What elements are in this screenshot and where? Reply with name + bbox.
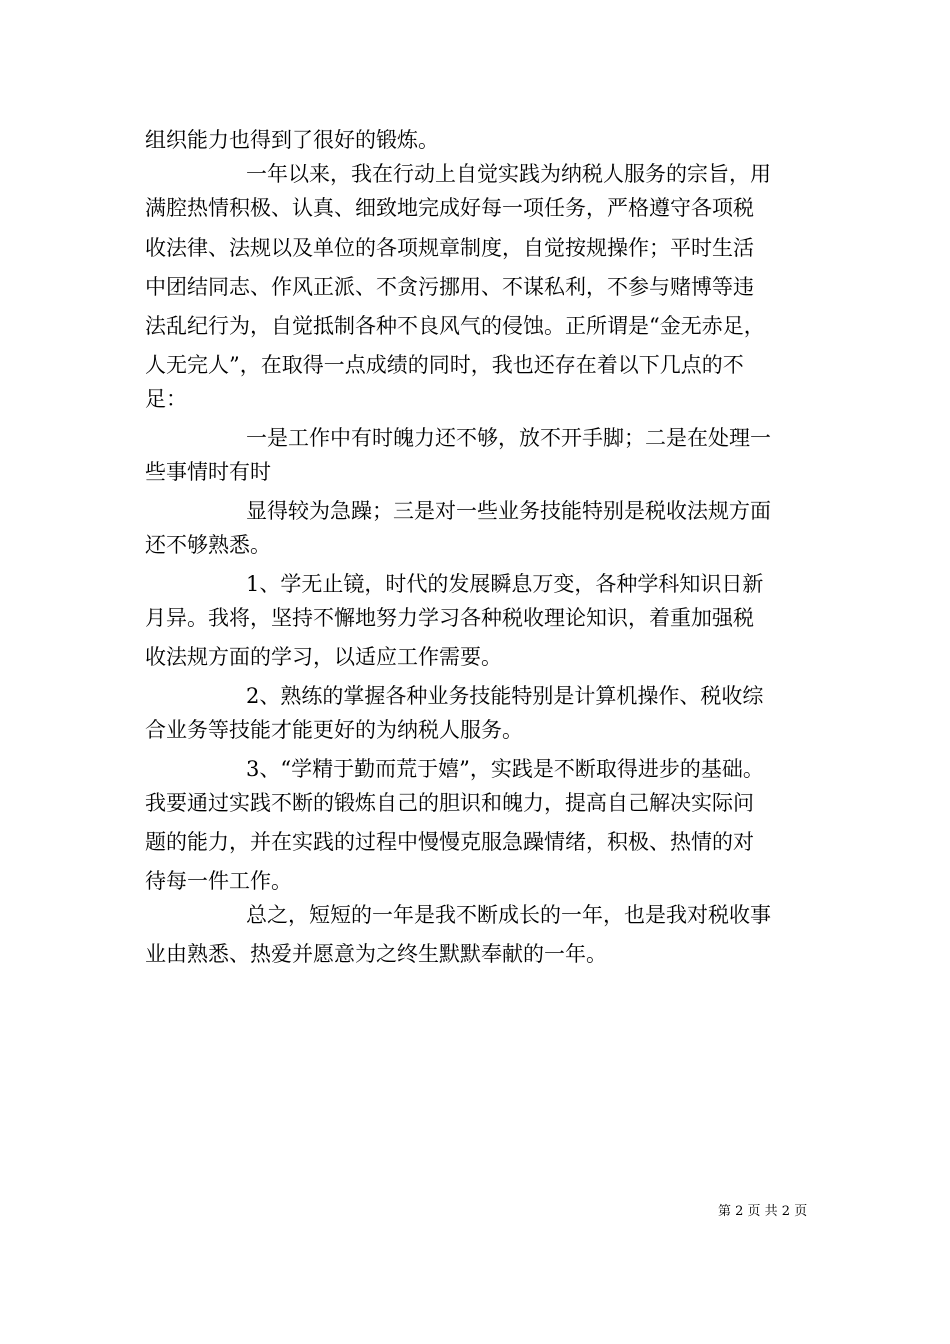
text-line: 还不够熟悉。 (145, 533, 271, 557)
text-line: 一是工作中有时魄力还不够，放不开手脚；二是在处理一 (246, 426, 771, 450)
page-number-footer: 第 2 页 共 2 页 (718, 1204, 808, 1219)
text-line: 月异。我将，坚持不懈地努力学习各种税收理论知识，着重加强税 (145, 606, 754, 630)
text-line: 一年以来，我在行动上自觉实践为纳税人服务的宗旨，用 (246, 162, 771, 186)
text-line: 人无完人”，在取得一点成绩的同时，我也还存在着以下几点的不 (145, 353, 744, 377)
text-line: 1、学无止镜，时代的发展瞬息万变，各种学科知识日新 (246, 572, 764, 596)
text-line: 2、熟练的掌握各种业务技能特别是计算机操作、税收综 (246, 684, 764, 708)
text-line: 我要通过实践不断的锻炼自己的胆识和魄力，提高自己解决实际问 (145, 791, 754, 815)
text-line: 合业务等技能才能更好的为纳税人服务。 (145, 718, 523, 742)
text-line: 3、“学精于勤而荒于嬉”，实践是不断取得进步的基础。 (246, 757, 764, 781)
text-line: 法乱纪行为，自觉抵制各种不良风气的侵蚀。正所谓是“金无赤足， (145, 314, 765, 338)
text-line: 收法规方面的学习，以适应工作需要。 (145, 645, 502, 669)
text-line: 收法律、法规以及单位的各项规章制度，自觉按规操作；平时生活 (145, 236, 754, 260)
text-line: 业由熟悉、热爱并愿意为之终生默默奉献的一年。 (145, 942, 607, 966)
text-line: 显得较为急躁；三是对一些业务技能特别是税收法规方面 (246, 499, 771, 523)
text-line: 些事情时有时 (145, 460, 271, 484)
text-line: 组织能力也得到了很好的锻炼。 (145, 128, 439, 152)
text-line: 中团结同志、作风正派、不贪污挪用、不谋私利，不参与赌博等违 (145, 275, 754, 299)
text-line: 待每一件工作。 (145, 869, 292, 893)
text-line: 足： (145, 387, 187, 411)
text-line: 题的能力，并在实践的过程中慢慢克服急躁情绪，积极、热情的对 (145, 830, 754, 854)
text-line: 满腔热情积极、认真、细致地完成好每一项任务，严格遵守各项税 (145, 196, 754, 220)
text-line: 总之，短短的一年是我不断成长的一年，也是我对税收事 (246, 903, 771, 927)
